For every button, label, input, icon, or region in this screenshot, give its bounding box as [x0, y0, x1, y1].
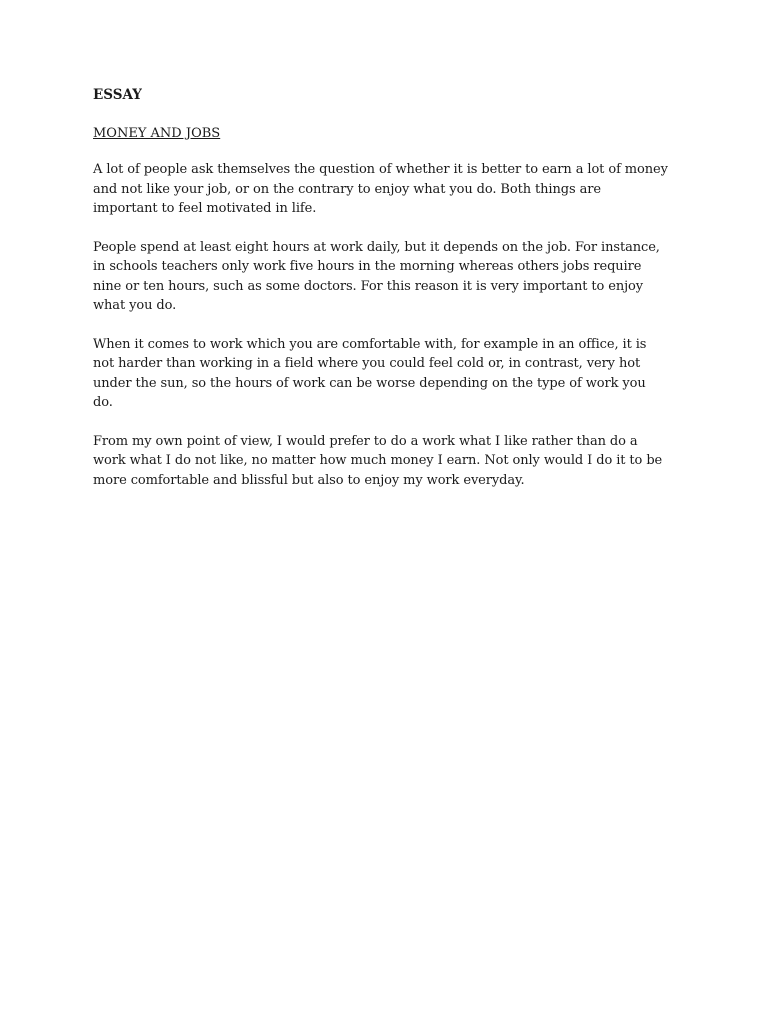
- essay-title: MONEY AND JOBS: [93, 125, 221, 141]
- essay-heading: ESSAY: [93, 87, 142, 103]
- paragraph-2: People spend at least eight hours at work daily, but it depends on the job. For instance, in schools teachers only work five hours in the morning whereas others jobs require nine or ten hours, such as some doctors. For this reason it is very important to enjoy what you do.: [93, 239, 660, 313]
- paragraph-1: A lot of people ask themselves the question of whether it is better to earn a lot of money and not like your job, or on the contrary to enjoy what you do. Both things are important to feel motivated in life.: [93, 162, 668, 216]
- paragraph-3: When it comes to work which you are comfortable with, for example in an office, it is not harder than working in a field where you could feel cold or, in contrast, very hot under the sun, so the hours of work can be worse depending on the type of work you do.: [93, 336, 647, 410]
- paragraph-4: From my own point of view, I would prefer to do a work what I like rather than do a work what I do not like, no matter how much money I earn. Not only would I do it to be more comfortable and blissful but also to enjoy my work everyday.: [93, 433, 663, 488]
